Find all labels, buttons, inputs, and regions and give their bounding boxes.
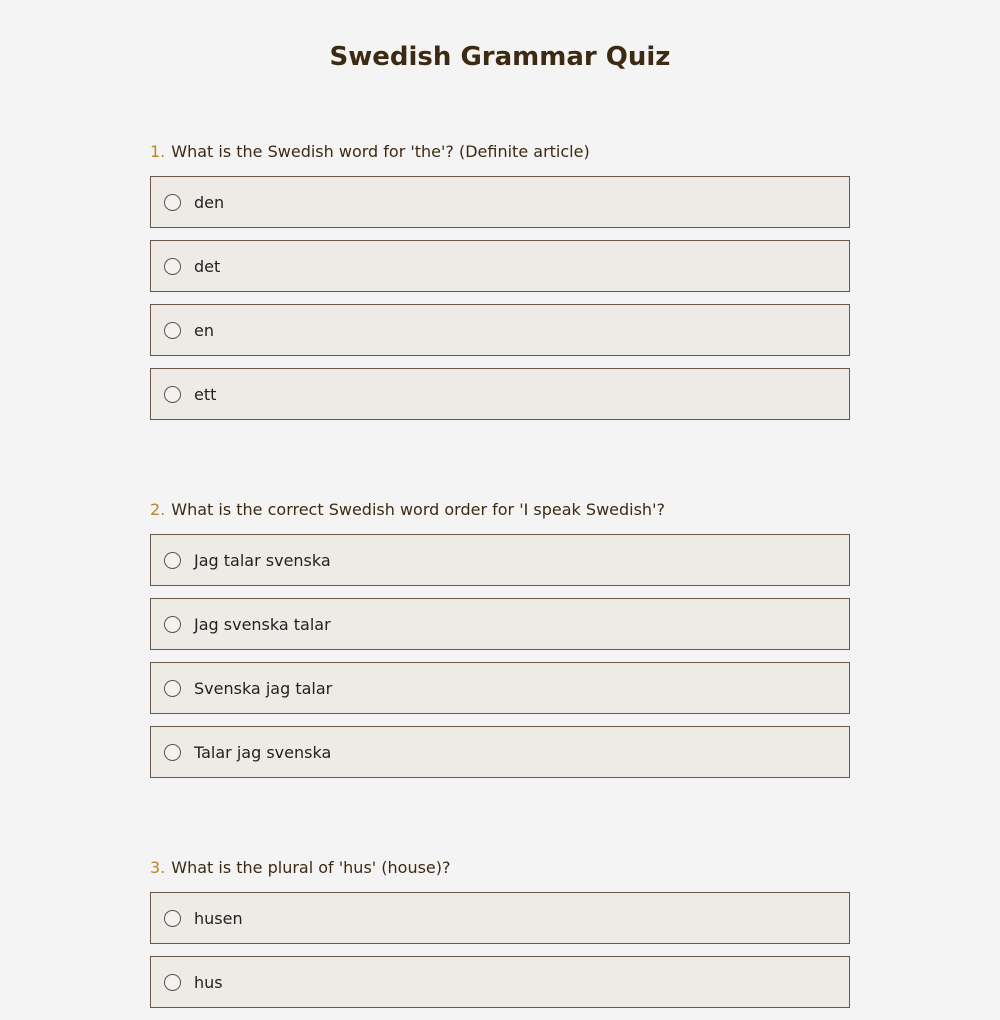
question-label: What is the correct Swedish word order for 'I speak Swedish'? (171, 500, 665, 519)
option-label: en (194, 320, 214, 340)
radio-icon[interactable] (164, 258, 181, 275)
radio-icon[interactable] (164, 680, 181, 697)
option-label: ett (194, 384, 217, 404)
option-label: Talar jag svenska (194, 742, 332, 762)
question-label: What is the plural of 'hus' (house)? (171, 858, 451, 877)
question-text (150, 856, 850, 880)
radio-icon[interactable] (164, 322, 181, 339)
page-title: Swedish Grammar Quiz (329, 42, 671, 72)
option[interactable] (150, 240, 850, 292)
option[interactable] (150, 956, 850, 1008)
option[interactable] (150, 662, 850, 714)
question-text (150, 498, 850, 522)
radio-icon[interactable] (164, 744, 181, 761)
option[interactable] (150, 598, 850, 650)
question-1 (150, 140, 850, 432)
question-label: What is the Swedish word for 'the'? (Definite article) (171, 142, 590, 161)
question-text (150, 140, 850, 164)
option-label: Svenska jag talar (194, 678, 333, 698)
question-number: 3. (150, 858, 166, 877)
option[interactable] (150, 534, 850, 586)
option-label: den (194, 192, 225, 212)
radio-icon[interactable] (164, 616, 181, 633)
option[interactable] (150, 892, 850, 944)
radio-icon[interactable] (164, 974, 181, 991)
option-label: Jag talar svenska (194, 550, 331, 570)
question-3 (150, 856, 850, 1020)
option-label: husen (194, 908, 243, 928)
question-number: 1. (150, 142, 166, 161)
option[interactable] (150, 176, 850, 228)
radio-icon[interactable] (164, 194, 181, 211)
option-label: det (194, 256, 221, 276)
option-label: hus (194, 972, 223, 992)
question-number: 2. (150, 500, 166, 519)
radio-icon[interactable] (164, 552, 181, 569)
radio-icon[interactable] (164, 910, 181, 927)
question-2 (150, 498, 850, 790)
option[interactable] (150, 726, 850, 778)
option-label: Jag svenska talar (194, 614, 331, 634)
radio-icon[interactable] (164, 386, 181, 403)
option[interactable] (150, 368, 850, 420)
option[interactable] (150, 304, 850, 356)
